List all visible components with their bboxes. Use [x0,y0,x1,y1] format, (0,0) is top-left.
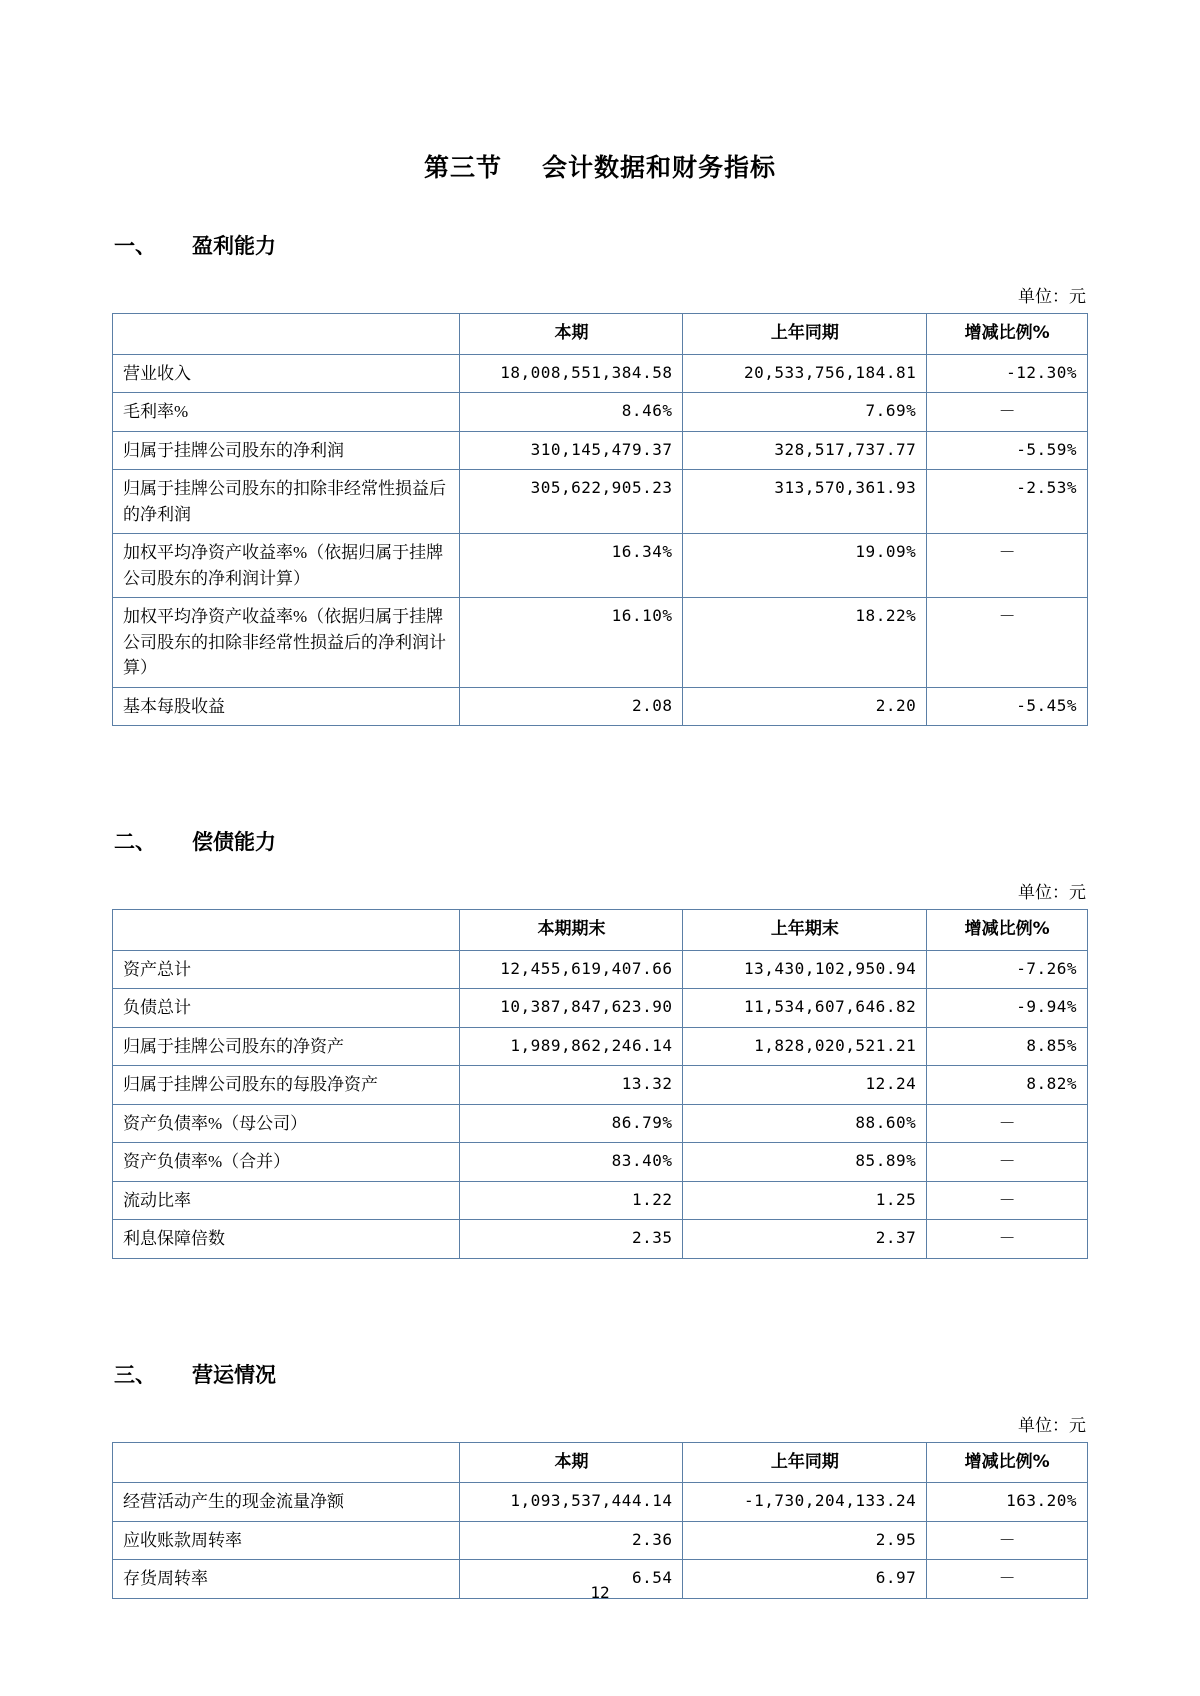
row-current: 2.08 [460,687,683,726]
row-change: － [927,1143,1088,1182]
row-previous: 19.09% [683,534,927,598]
section-heading-3 [112,1359,1088,1389]
row-current: 12,455,619,407.66 [460,950,683,989]
row-current: 8.46% [460,393,683,432]
col-header-item [113,910,460,951]
page-title-part1: 第三节 [423,153,502,182]
row-label: 经营活动产生的现金流量净额 [113,1483,460,1522]
unit-label-3: 单位：元 [1018,1415,1086,1435]
row-current: 1,093,537,444.14 [460,1483,683,1522]
row-change: － [927,1104,1088,1143]
row-change: 8.85% [927,1027,1088,1066]
row-label: 利息保障倍数 [113,1220,460,1259]
row-current: 16.34% [460,534,683,598]
table-row [113,1066,1088,1105]
row-change: -5.45% [927,687,1088,726]
row-change: -5.59% [927,431,1088,470]
operations-table [112,1442,1088,1599]
row-change: 163.20% [927,1483,1088,1522]
solvency-table [112,909,1088,1259]
page-title [112,148,1088,184]
col-header-change: 增减比例% [927,910,1088,951]
row-change: － [927,534,1088,598]
row-previous: 328,517,737.77 [683,431,927,470]
row-change: -7.26% [927,950,1088,989]
row-label: 营业收入 [113,354,460,393]
table-row [113,687,1088,726]
row-current: 13.32 [460,1066,683,1105]
row-label: 毛利率% [113,393,460,432]
col-header-item [113,314,460,355]
unit-label-2: 单位：元 [1018,883,1086,902]
table-row [113,1521,1088,1560]
table-row [113,1027,1088,1066]
table-row [113,393,1088,432]
row-label: 应收账款周转率 [113,1521,460,1560]
row-label: 资产负债率%（母公司） [113,1104,460,1143]
row-previous: 6.97 [683,1560,927,1599]
row-previous: 2.20 [683,687,927,726]
row-label: 存货周转率 [113,1560,460,1599]
table-row [113,470,1088,534]
table-row [113,1483,1088,1522]
row-previous: 18.22% [683,598,927,688]
row-change: － [927,1560,1088,1599]
row-change: － [927,1521,1088,1560]
col-header-current: 本期 [460,1442,683,1483]
table-row [113,1104,1088,1143]
table-header-row [113,910,1088,951]
row-previous: 313,570,361.93 [683,470,927,534]
row-current: 6.54 [460,1560,683,1599]
col-header-current: 本期期末 [460,910,683,951]
row-previous: 85.89% [683,1143,927,1182]
row-label: 归属于挂牌公司股东的净利润 [113,431,460,470]
row-label: 基本每股收益 [113,687,460,726]
section-number-3: 三、 [114,1362,156,1387]
row-label: 归属于挂牌公司股东的每股净资产 [113,1066,460,1105]
row-change: -12.30% [927,354,1088,393]
row-previous: 1.25 [683,1181,927,1220]
row-current: 86.79% [460,1104,683,1143]
row-current: 2.35 [460,1220,683,1259]
row-current: 10,387,847,623.90 [460,989,683,1028]
row-previous: 1,828,020,521.21 [683,1027,927,1066]
col-header-previous: 上年同期 [683,1442,927,1483]
table-row [113,1220,1088,1259]
table-row [113,431,1088,470]
row-previous: 20,533,756,184.81 [683,354,927,393]
row-current: 305,622,905.23 [460,470,683,534]
row-previous: 11,534,607,646.82 [683,989,927,1028]
row-previous: 2.37 [683,1220,927,1259]
section-heading-2 [112,826,1088,856]
table-row [113,598,1088,688]
row-current: 1,989,862,246.14 [460,1027,683,1066]
col-header-change: 增减比例% [927,1442,1088,1483]
table-row [113,354,1088,393]
table-header-row [113,1442,1088,1483]
table-row [113,1181,1088,1220]
row-change: 8.82% [927,1066,1088,1105]
row-label: 加权平均净资产收益率%（依据归属于挂牌公司股东的净利润计算） [113,534,460,598]
col-header-previous: 上年同期 [683,314,927,355]
section-number-1: 一、 [114,234,156,258]
row-current: 16.10% [460,598,683,688]
row-previous: 13,430,102,950.94 [683,950,927,989]
col-header-item [113,1442,460,1483]
unit-label-1: 单位：元 [1018,287,1086,306]
row-change: － [927,393,1088,432]
col-header-previous: 上年期末 [683,910,927,951]
page-number: 12 [590,1583,610,1602]
row-label: 归属于挂牌公司股东的净资产 [113,1027,460,1066]
table-row [113,534,1088,598]
table-row [113,950,1088,989]
section-heading-1 [112,230,1088,260]
row-change: -9.94% [927,989,1088,1028]
row-current: 310,145,479.37 [460,431,683,470]
col-header-current: 本期 [460,314,683,355]
section-number-2: 二、 [114,830,156,854]
page-title-part2: 会计数据和财务指标 [542,153,777,182]
row-label: 流动比率 [113,1181,460,1220]
row-change: － [927,1181,1088,1220]
col-header-change: 增减比例% [927,314,1088,355]
row-change: -2.53% [927,470,1088,534]
row-previous: 2.95 [683,1521,927,1560]
row-label: 资产总计 [113,950,460,989]
row-previous: 7.69% [683,393,927,432]
row-change: － [927,598,1088,688]
row-label: 负债总计 [113,989,460,1028]
profitability-table [112,313,1088,726]
section-title-3: 营运情况 [192,1362,276,1387]
row-current: 2.36 [460,1521,683,1560]
row-previous: 12.24 [683,1066,927,1105]
row-change: － [927,1220,1088,1259]
row-current: 18,008,551,384.58 [460,354,683,393]
section-title-2: 偿债能力 [192,830,276,854]
table-row [113,989,1088,1028]
row-previous: 88.60% [683,1104,927,1143]
row-current: 1.22 [460,1181,683,1220]
row-label: 归属于挂牌公司股东的扣除非经常性损益后的净利润 [113,470,460,534]
row-label: 加权平均净资产收益率%（依据归属于挂牌公司股东的扣除非经常性损益后的净利润计算） [113,598,460,688]
row-current: 83.40% [460,1143,683,1182]
table-header-row [113,314,1088,355]
row-label: 资产负债率%（合并） [113,1143,460,1182]
section-title-1: 盈利能力 [192,234,276,258]
table-row [113,1143,1088,1182]
row-previous: -1,730,204,133.24 [683,1483,927,1522]
